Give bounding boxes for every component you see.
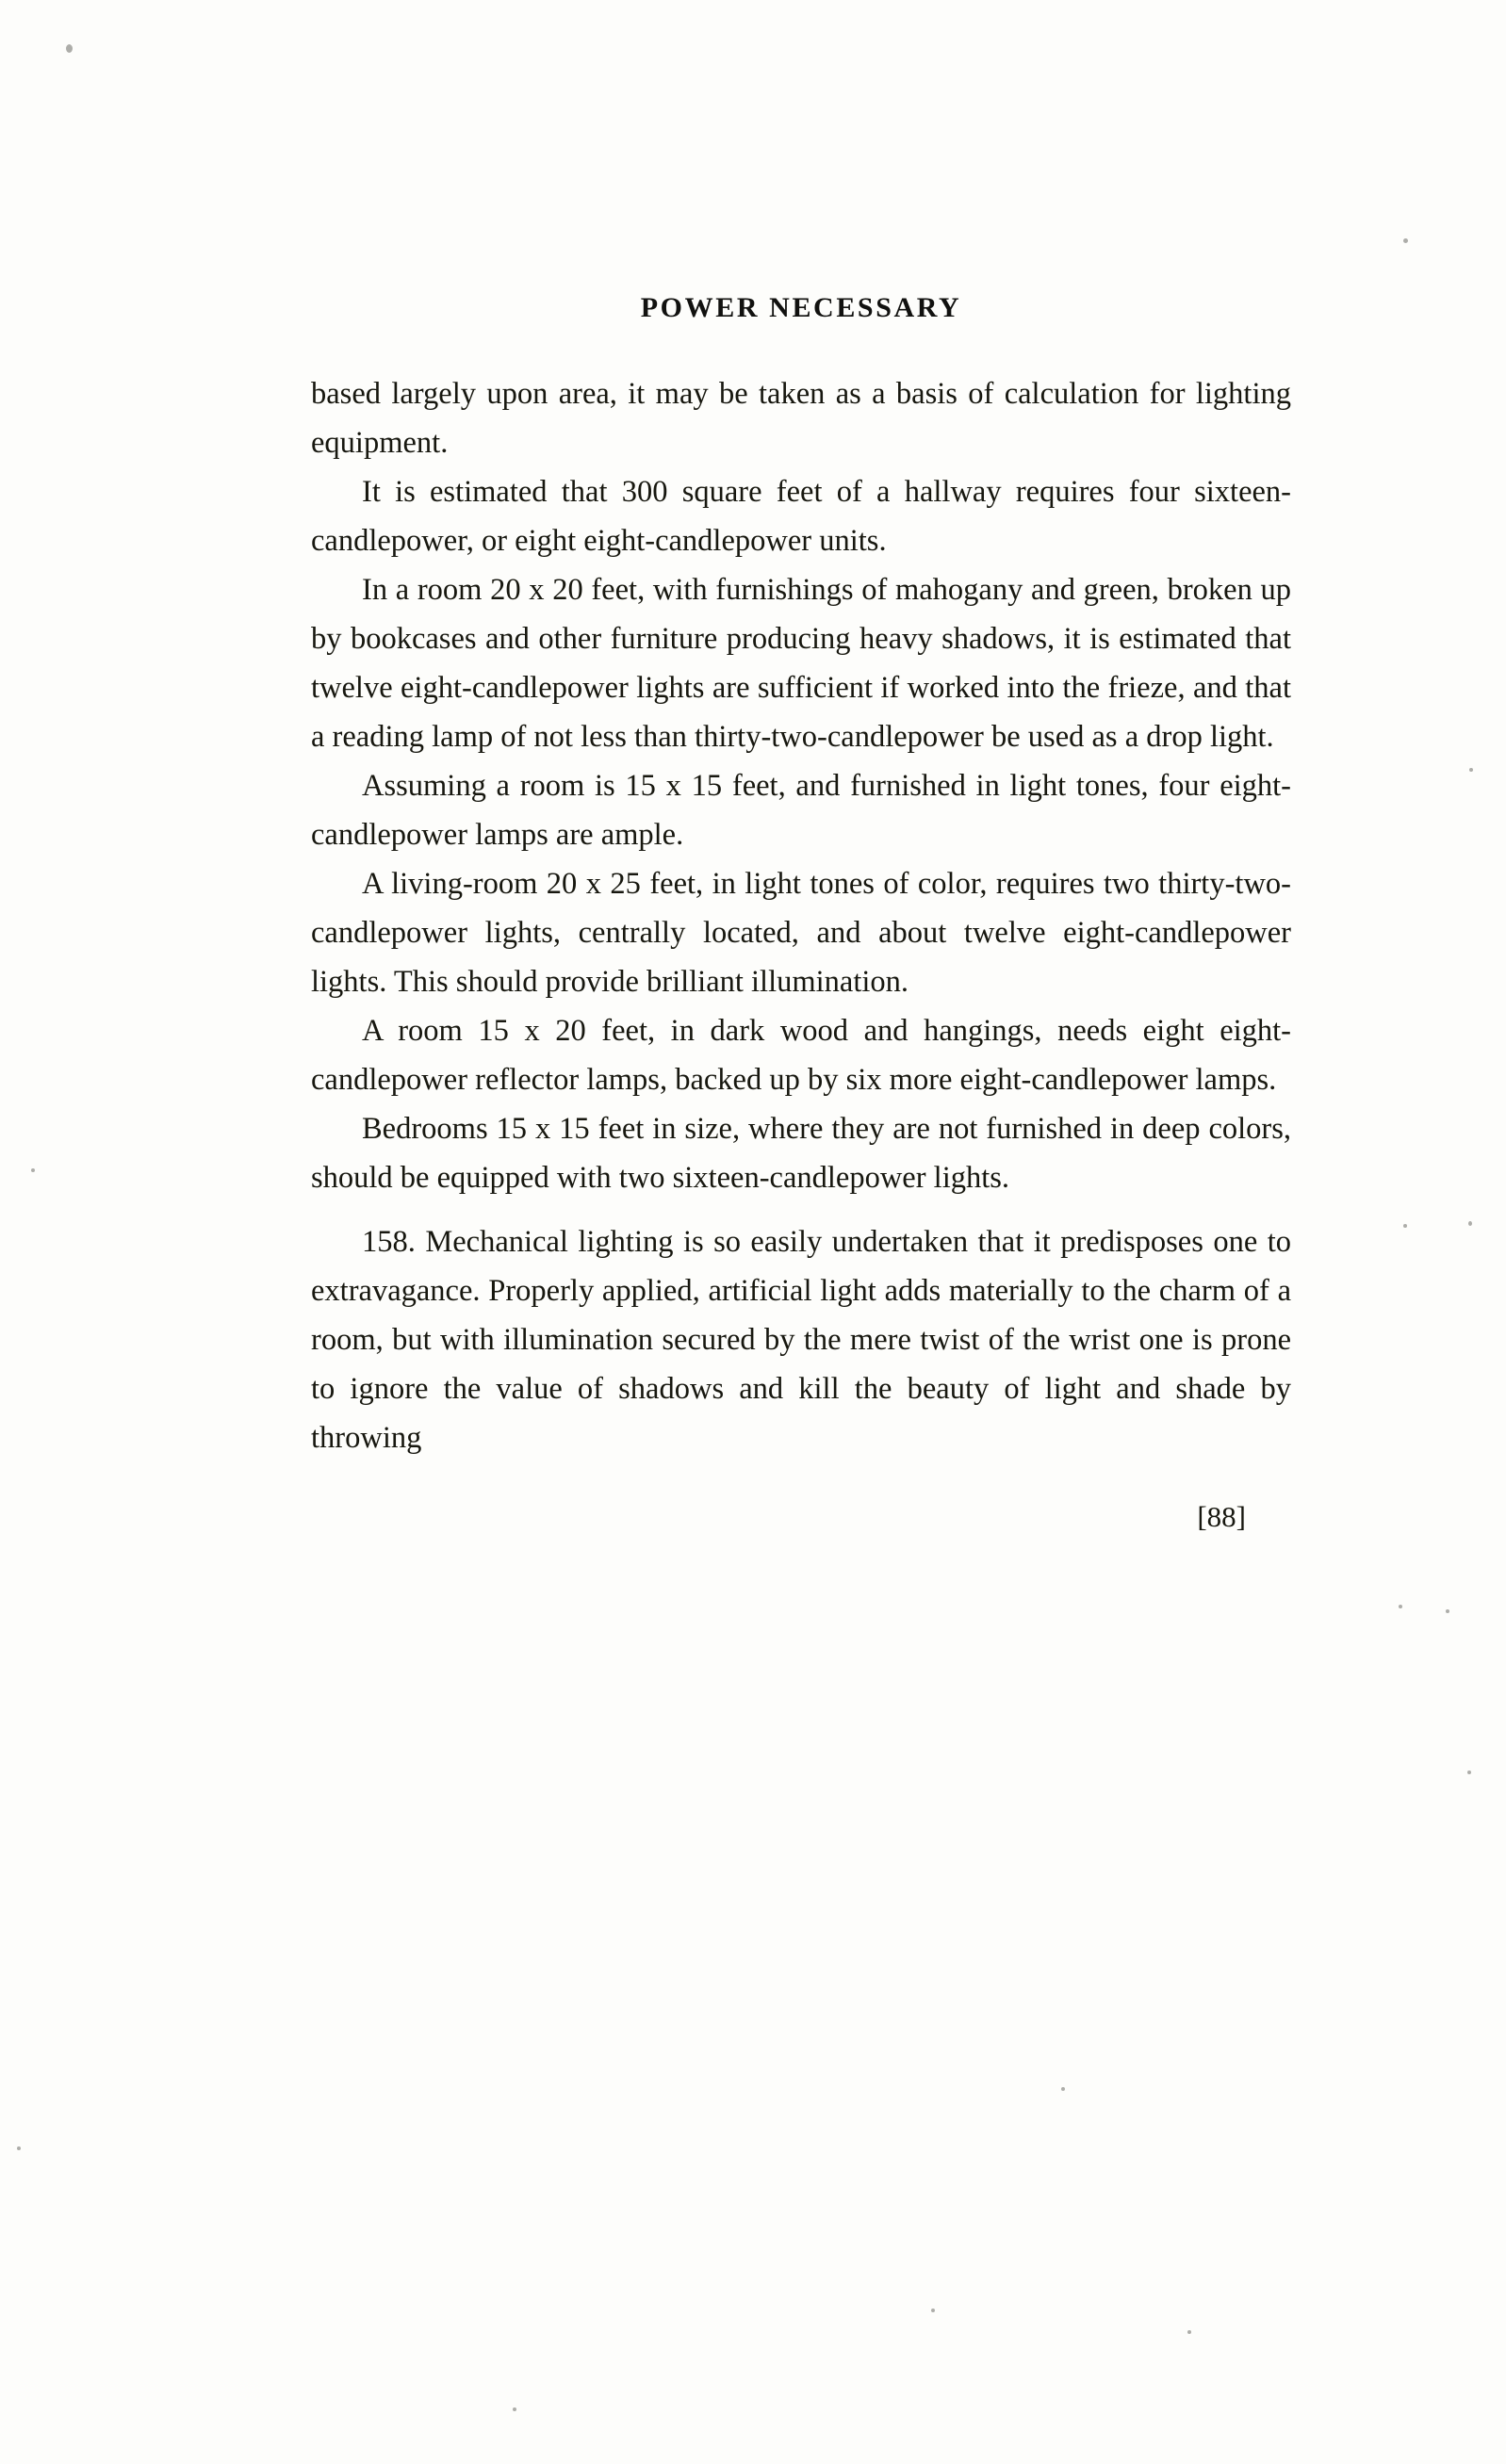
page-speck xyxy=(66,44,73,53)
paragraph: A living-room 20 x 25 feet, in light tones of color, requires two thirty-two-candlepower lights, centrally located, and about twelve eight-candlepower lights. This should provide brilliant illumination. xyxy=(311,867,1291,999)
page-speck xyxy=(1187,2330,1191,2334)
page-speck xyxy=(1468,1221,1472,1226)
paragraph: based largely upon area, it may be taken as a basis of calculation for lighting equipment. xyxy=(311,377,1291,460)
page-speck xyxy=(17,2146,21,2150)
paragraph: Assuming a room is 15 x 15 feet, and furnished in light tones, four eight-candlepower lamps are ample. xyxy=(311,769,1291,852)
page-speck xyxy=(1399,1605,1402,1608)
page-speck xyxy=(931,2309,935,2312)
page-speck xyxy=(1467,1770,1471,1774)
page-speck xyxy=(513,2407,516,2411)
paragraph: It is estimated that 300 square feet of a hallway requires four sixteen-candlepower, or eight eight-candlepower units. xyxy=(311,475,1291,558)
page-speck xyxy=(31,1168,35,1172)
body-text xyxy=(311,369,1291,1462)
page-number: [88] xyxy=(1197,1500,1246,1533)
page-speck xyxy=(1446,1609,1449,1613)
page-header-title: POWER NECESSARY xyxy=(640,292,962,323)
page-speck xyxy=(1469,768,1473,772)
page-speck xyxy=(1403,1224,1407,1228)
paragraph: 158. Mechanical lighting is so easily undertaken that it predisposes one to extravagance. Properly applied, artificial light adds materially to the charm of a room, but with illumination secured by the mere twist of the wrist one is prone to ignore the value of shadows and kill the beauty of light and shade by throwing xyxy=(311,1225,1291,1455)
page-content xyxy=(311,292,1291,1534)
paragraph: Bedrooms 15 x 15 feet in size, where they are not furnished in deep colors, should be equipped with two sixteen-candlepower lights. xyxy=(311,1112,1291,1195)
paragraph: In a room 20 x 20 feet, with furnishings of mahogany and green, broken up by bookcases and other furniture producing heavy shadows, it is estimated that twelve eight-candlepower lights are sufficient if worked into the frieze, and that a reading lamp of not less than thirty-two-candlepower be used as a drop light. xyxy=(311,573,1291,754)
page-speck xyxy=(1061,2087,1065,2091)
page-speck xyxy=(1403,238,1408,243)
paragraph: A room 15 x 20 feet, in dark wood and hangings, needs eight eight-candlepower reflector lamps, backed up by six more eight-candlepower lamps. xyxy=(311,1014,1291,1097)
